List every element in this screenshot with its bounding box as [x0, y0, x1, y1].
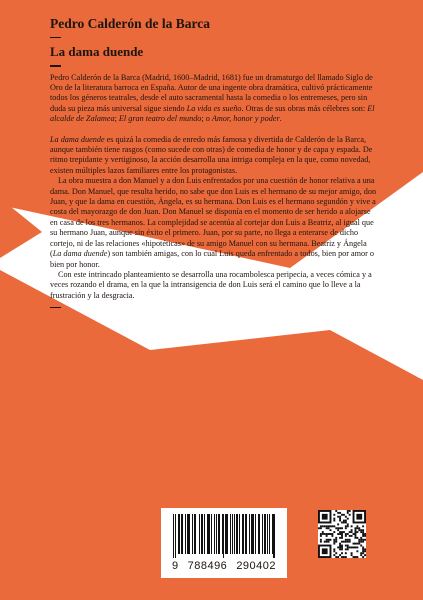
barcode-bars	[167, 514, 281, 558]
qr-module	[358, 543, 360, 545]
qr-module	[353, 556, 355, 558]
qr-module	[343, 514, 345, 516]
qr-module	[341, 537, 343, 539]
qr-finder-pattern	[322, 514, 328, 520]
paragraph-text: . Otras de sus obras más célebres son:	[241, 103, 368, 113]
qr-module	[337, 516, 339, 518]
qr-module	[345, 520, 347, 522]
barcode-bar	[175, 514, 176, 558]
barcode-bar	[178, 514, 179, 554]
barcode-bar	[243, 514, 244, 554]
qr-module	[343, 556, 345, 558]
qr-module	[356, 556, 358, 558]
qr-module	[362, 556, 364, 558]
qr-module	[345, 552, 347, 554]
qr-finder-pattern	[356, 514, 362, 520]
qr-module	[328, 525, 330, 527]
text-area	[50, 16, 380, 308]
qr-module	[339, 554, 341, 556]
barcode-bar	[245, 514, 246, 554]
qr-module	[360, 541, 362, 543]
qr-module	[364, 550, 366, 552]
qr-module	[328, 527, 330, 529]
qr-module	[339, 543, 341, 545]
qr-module	[330, 533, 332, 535]
paragraph-text: La obra muestra a don Manuel y a don Luis enfrentados por una cuestión de honor relativa a una dama. Don Manuel, que resulta herido, no sabe que don Luis es el hermano de su mejor amigo, don Juan, y que la dama en cuestión, Ángela, es su hermana. Don Luis es el hermano segundón y vive a costa del mayorazgo de don Juan. Don Manuel se disponía en el momento de ser herido a alojarse en casa de los tres hermanos. La complejidad se acentúa al cortejar don Luis a Beatriz, al igual que su hermano Juan, aunque sin éxito el primero. Juan, por su parte, no llega a enterarse de dicho cortejo, ni de las relaciones «hipotéticas» de su amigo Manuel con su hermana. Beatriz y Ángela (	[50, 176, 377, 259]
synopsis-paragraph	[50, 270, 380, 301]
qr-module	[351, 554, 353, 556]
barcode-bar	[237, 514, 238, 554]
qr-module	[339, 533, 341, 535]
qr-module	[362, 552, 364, 554]
italic-title-text: La vida es sueño	[186, 103, 242, 113]
qr-module	[339, 516, 341, 518]
barcode-bar	[218, 514, 219, 554]
qr-module	[345, 539, 347, 541]
barcode-bar	[242, 514, 243, 554]
barcode-bar	[227, 514, 228, 554]
barcode-bar	[255, 514, 256, 554]
qr-module	[326, 527, 328, 529]
qr-module	[351, 531, 353, 533]
barcode-bar	[194, 514, 195, 554]
qr-module	[341, 552, 343, 554]
qr-module	[320, 535, 322, 537]
barcode-bar	[267, 514, 268, 554]
qr-module	[331, 535, 333, 537]
qr-module	[337, 529, 339, 531]
italic-title-text: El gran teatro del mundo	[118, 114, 202, 124]
qr-module	[320, 533, 322, 535]
qr-module	[333, 541, 335, 543]
qr-module	[335, 552, 337, 554]
italic-title-text: La dama duende	[52, 249, 108, 259]
qr-module	[333, 518, 335, 520]
barcode-bar	[258, 514, 259, 554]
qr-module	[339, 546, 341, 548]
qr-module	[351, 546, 353, 548]
qr-module	[326, 533, 328, 535]
qr-module	[354, 543, 356, 545]
qr-module	[322, 525, 324, 527]
qr-module	[339, 531, 341, 533]
barcode-bar	[252, 514, 253, 554]
paragraph-text: es quizá la comedia de enredo más famosa y divertida de Calderón de la Barca, aunque también tiene rasgos (como sucede con otras) de comedia de honor y de capa y espada. De ritmo trepidante y vertiginoso, la acción desarrolla una intriga compleja en la que, como novedad, existen múltiples lazos familiares entre los protagonistas.	[50, 134, 373, 175]
barcode-bar	[223, 514, 224, 558]
qr-module	[335, 527, 337, 529]
qr-module	[362, 546, 364, 548]
qr-module	[351, 535, 353, 537]
isbn-digit-group: 788496	[187, 560, 228, 572]
barcode-bar	[204, 514, 205, 554]
qr-module	[324, 541, 326, 543]
qr-finder-pattern	[322, 548, 328, 554]
qr-module	[362, 529, 364, 531]
qr-module	[322, 531, 324, 533]
book-title: La dama duende	[50, 44, 144, 60]
synopsis	[50, 73, 380, 302]
qr-module	[354, 535, 356, 537]
qr-module	[362, 548, 364, 550]
barcode-bar	[273, 514, 274, 558]
paragraph-text: .	[279, 114, 282, 124]
qr-module	[347, 545, 349, 547]
barcode-bar	[234, 514, 235, 554]
qr-module	[354, 537, 356, 539]
qr-module	[364, 533, 366, 535]
barcode-bar	[209, 514, 210, 554]
qr-module	[349, 541, 351, 543]
qr-module	[328, 541, 330, 543]
qr-module	[349, 514, 351, 516]
barcode-bar	[195, 514, 196, 554]
barcode-bar	[199, 514, 200, 554]
barcode-bar	[192, 514, 193, 554]
qr-module	[351, 529, 353, 531]
author-name: Pedro Calderón de la Barca	[50, 16, 210, 31]
qr-module	[351, 552, 353, 554]
qr-module	[345, 556, 347, 558]
qr-module	[339, 512, 341, 514]
qr-module	[320, 539, 322, 541]
qr-module	[341, 556, 343, 558]
qr-module	[362, 535, 364, 537]
barcode-bar	[202, 514, 203, 554]
qr-module	[330, 525, 332, 527]
qr-module	[349, 535, 351, 537]
qr-module	[358, 539, 360, 541]
qr-module	[349, 539, 351, 541]
qr-module	[358, 529, 360, 531]
qr-module	[354, 546, 356, 548]
barcode-bar	[208, 514, 209, 554]
qr-module	[362, 541, 364, 543]
qr-module	[347, 518, 349, 520]
qr-module	[337, 546, 339, 548]
barcode-bar	[189, 514, 190, 554]
qr-module	[333, 531, 335, 533]
divider	[50, 307, 61, 308]
qr-module	[335, 510, 337, 512]
isbn-barcode	[161, 508, 287, 578]
qr-module	[326, 539, 328, 541]
qr-module	[356, 546, 358, 548]
qr-module	[343, 541, 345, 543]
qr-module	[360, 552, 362, 554]
barcode-bar	[181, 514, 182, 554]
barcode-bar	[232, 514, 233, 554]
qr-module	[341, 548, 343, 550]
qr-module	[324, 525, 326, 527]
barcode-bar	[225, 514, 226, 554]
qr-module	[353, 543, 355, 545]
isbn-digit-group: 9	[171, 560, 179, 572]
qr-module	[337, 527, 339, 529]
qr-module	[339, 537, 341, 539]
qr-module	[339, 545, 341, 547]
qr-module	[362, 550, 364, 552]
barcode-bar	[265, 514, 266, 554]
qr-module	[333, 514, 335, 516]
synopsis-paragraph	[50, 135, 380, 177]
qr-module	[364, 548, 366, 550]
qr-module	[356, 527, 358, 529]
qr-module	[341, 514, 343, 516]
qr-module	[322, 533, 324, 535]
barcode-bar	[207, 514, 208, 554]
qr-module	[347, 523, 349, 525]
qr-module	[356, 531, 358, 533]
qr-module	[347, 546, 349, 548]
qr-module	[341, 535, 343, 537]
barcode-bar	[216, 514, 217, 554]
barcode-bar	[179, 514, 180, 554]
qr-module	[335, 537, 337, 539]
isbn-digit-group: 290402	[236, 560, 277, 572]
barcode-bar	[262, 514, 263, 554]
qr-module	[356, 537, 358, 539]
qr-module	[364, 539, 366, 541]
barcode-bar	[211, 514, 212, 554]
qr-module	[333, 539, 335, 541]
qr-module	[333, 554, 335, 556]
qr-module	[330, 529, 332, 531]
qr-module	[326, 541, 328, 543]
italic-title-text: Amor, honor y poder	[211, 114, 280, 124]
paragraph-text: Pedro Calderón de la Barca (Madrid, 1600–Madrid, 1681) fue un dramaturgo del llamado Siglo de Oro de la literatura barroca en España. Autor de una ingente obra dramática, cultivó prácticamente todos los géneros teatrales, desde el auto sacramental hasta la comedia o los entremeses, pero sin duda su pieza más universal sigue siendo	[50, 72, 373, 113]
qr-module	[339, 548, 341, 550]
qr-module	[339, 520, 341, 522]
qr-module	[343, 522, 345, 524]
qr-module	[351, 525, 353, 527]
barcode-bar	[226, 514, 227, 554]
barcode-bar	[264, 514, 265, 554]
qr-module	[358, 541, 360, 543]
qr-module	[362, 525, 364, 527]
barcode-bar	[222, 514, 223, 554]
qr-module	[335, 556, 337, 558]
barcode-bar	[253, 514, 254, 554]
qr-module	[345, 522, 347, 524]
qr-module	[326, 525, 328, 527]
qr-module	[347, 541, 349, 543]
isbn-digits	[161, 560, 287, 572]
qr-module	[356, 525, 358, 527]
qr-module	[333, 543, 335, 545]
qr-module	[354, 529, 356, 531]
qr-module	[345, 545, 347, 547]
qr-module	[333, 520, 335, 522]
qr-module	[333, 548, 335, 550]
qr-module	[330, 539, 332, 541]
divider	[50, 37, 61, 38]
barcode-bar	[201, 514, 202, 554]
qr-module	[337, 512, 339, 514]
qr-module	[341, 545, 343, 547]
qr-module	[324, 533, 326, 535]
qr-module	[347, 512, 349, 514]
qr-module	[347, 510, 349, 512]
barcode-bar	[185, 514, 186, 554]
qr-module	[345, 516, 347, 518]
qr-module	[347, 533, 349, 535]
qr-module	[358, 527, 360, 529]
qr-module	[353, 533, 355, 535]
qr-module	[345, 541, 347, 543]
paragraph-text: ; o	[201, 114, 212, 124]
qr-module	[331, 533, 333, 535]
barcode-bar	[249, 514, 250, 554]
barcode-bar	[214, 514, 215, 554]
qr-module	[356, 550, 358, 552]
qr-module	[354, 556, 356, 558]
qr-module	[328, 539, 330, 541]
qr-module	[345, 527, 347, 529]
qr-module	[345, 548, 347, 550]
qr-module	[343, 520, 345, 522]
paragraph-text: Con este intrincado planteamiento se desarrolla una rocambolesca peripecia, a veces cómica y a veces rozando el drama, en la que la intransigencia de don Luis será el camino que lo lleve a la frustración y la desgracia.	[50, 269, 372, 300]
author-bio-paragraph	[50, 73, 380, 125]
qr-module	[339, 518, 341, 520]
paragraph-text: ;	[114, 114, 119, 124]
qr-module	[364, 554, 366, 556]
barcode-bar	[269, 514, 270, 554]
qr-module	[354, 527, 356, 529]
qr-module	[347, 539, 349, 541]
qr-module	[349, 546, 351, 548]
qr-module	[341, 531, 343, 533]
qr-module	[343, 531, 345, 533]
barcode-bar	[173, 514, 174, 558]
qr-module	[318, 527, 320, 529]
divider	[50, 65, 61, 66]
qr-module	[354, 533, 356, 535]
italic-title-text: La dama duende	[50, 134, 105, 144]
qr-module	[362, 531, 364, 533]
qr-module	[349, 531, 351, 533]
qr-module	[360, 529, 362, 531]
qr-module	[320, 541, 322, 543]
qr-module	[362, 533, 364, 535]
barcode-bar	[188, 514, 189, 554]
barcode-bar	[219, 514, 220, 554]
qr-module	[347, 548, 349, 550]
qr-module	[335, 541, 337, 543]
qr-module	[331, 525, 333, 527]
qr-module	[337, 533, 339, 535]
qr-module	[341, 533, 343, 535]
qr-module	[345, 533, 347, 535]
qr-module	[337, 556, 339, 558]
barcode-bar	[251, 514, 252, 554]
barcode-bar	[239, 514, 240, 554]
qr-module	[333, 550, 335, 552]
qr-module	[347, 525, 349, 527]
barcode-bar	[272, 514, 273, 554]
synopsis-paragraph	[50, 176, 380, 270]
qr-module	[341, 522, 343, 524]
barcode-bar	[259, 514, 260, 554]
barcode-bar	[230, 514, 231, 554]
qr-module	[354, 531, 356, 533]
paragraph-text: ) son también amigas, con lo cual Luis queda enfrentado a todos, bien por amor o bien por honor.	[50, 249, 375, 269]
qr-module	[320, 527, 322, 529]
qr-code	[318, 510, 366, 558]
qr-module	[360, 545, 362, 547]
barcode-bar	[182, 514, 183, 554]
qr-module	[356, 543, 358, 545]
qr-module	[341, 546, 343, 548]
qr-module	[337, 523, 339, 525]
qr-module	[333, 525, 335, 527]
qr-module	[345, 535, 347, 537]
qr-module	[364, 535, 366, 537]
qr-module	[353, 546, 355, 548]
barcode-bar	[236, 514, 237, 554]
qr-module	[326, 535, 328, 537]
barcode-bar	[274, 514, 275, 558]
qr-module	[362, 539, 364, 541]
barcode-bar	[246, 514, 247, 554]
qr-module	[341, 527, 343, 529]
barcode-bar	[187, 514, 188, 554]
qr-module	[360, 554, 362, 556]
qr-module	[360, 537, 362, 539]
qr-module	[349, 510, 351, 512]
italic-title-text: El alcalde de Zalamea	[50, 103, 375, 124]
qr-module	[341, 541, 343, 543]
qr-module	[345, 525, 347, 527]
qr-module	[328, 533, 330, 535]
qr-module	[335, 539, 337, 541]
qr-code-pattern	[318, 510, 366, 558]
qr-module	[360, 531, 362, 533]
qr-module	[360, 539, 362, 541]
qr-module	[320, 525, 322, 527]
qr-module	[339, 527, 341, 529]
